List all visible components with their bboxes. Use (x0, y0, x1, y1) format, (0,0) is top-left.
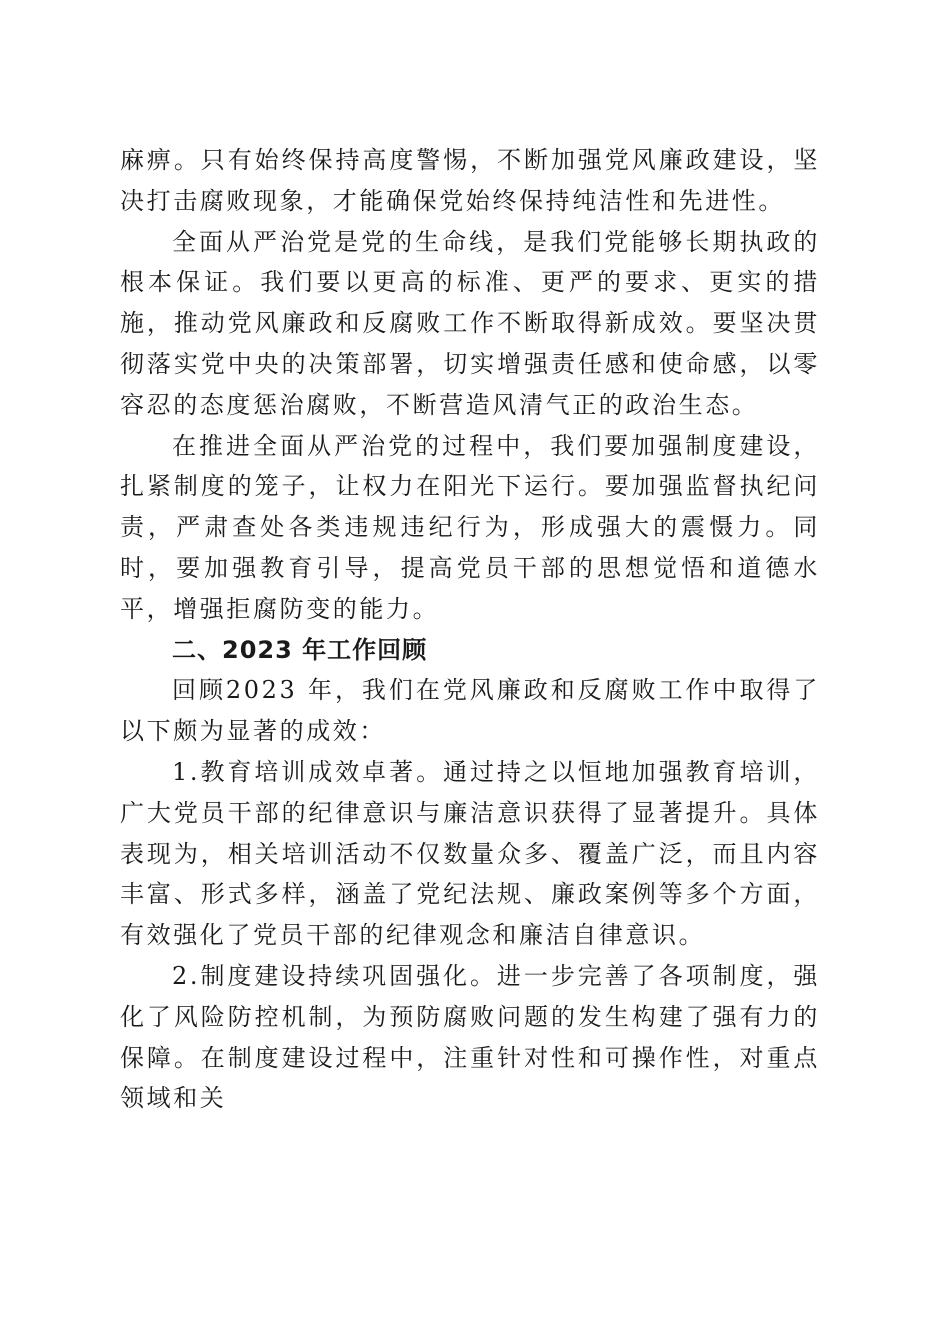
paragraph-item-education: 1.教育培训成效卓著。通过持之以恒地加强教育培训，广大党员干部的纪律意识与廉洁意识获得了显著提升。具体表现为，相关培训活动不仅数量众多、覆盖广泛，而且内容丰富、形式多样，涵盖了党纪法规、廉政案例等多个方面，有效强化了党员干部的纪律观念和廉洁自律意识。 (120, 757, 820, 950)
paragraph-party-governance: 全面从严治党是党的生命线，是我们党能够长期执政的根本保证。我们要以更高的标准、更严的要求、更实的措施，推动党风廉政和反腐败工作不断取得新成效。要坚决贯彻落实党中央的决策部署，切实增强责任感和使命感，以零容忍的态度惩治腐败，不断营造风清气正的政治生态。 (120, 227, 820, 419)
paragraph-item-institution: 2.制度建设持续巩固强化。进一步完善了各项制度，强化了风险防控机制，为预防腐败问题的发生构建了强有力的保障。在制度建设过程中，注重针对性和可操作性，对重点领域和关 (120, 961, 820, 1113)
paragraph-continued: 麻痹。只有始终保持高度警惕，不断加强党风廉政建设，坚决打击腐败现象，才能确保党始终保持纯洁性和先进性。 (120, 146, 820, 215)
paragraph-review-intro: 回顾2023 年，我们在党风廉政和反腐败工作中取得了以下颇为显著的成效： (120, 676, 820, 746)
section-heading: 二、2023 年工作回顾 (172, 635, 428, 664)
paragraph-system-building: 在推进全面从严治党的过程中，我们要加强制度建设，扎紧制度的笼子，让权力在阳光下运行。要加强监督执纪问责，严肃查处各类违规违纪行为，形成强大的震慑力。同时，要加强教育引导，提高党员干部的思想觉悟和道德水平，增强拒腐防变的能力。 (120, 431, 820, 623)
document-body (120, 140, 820, 1119)
